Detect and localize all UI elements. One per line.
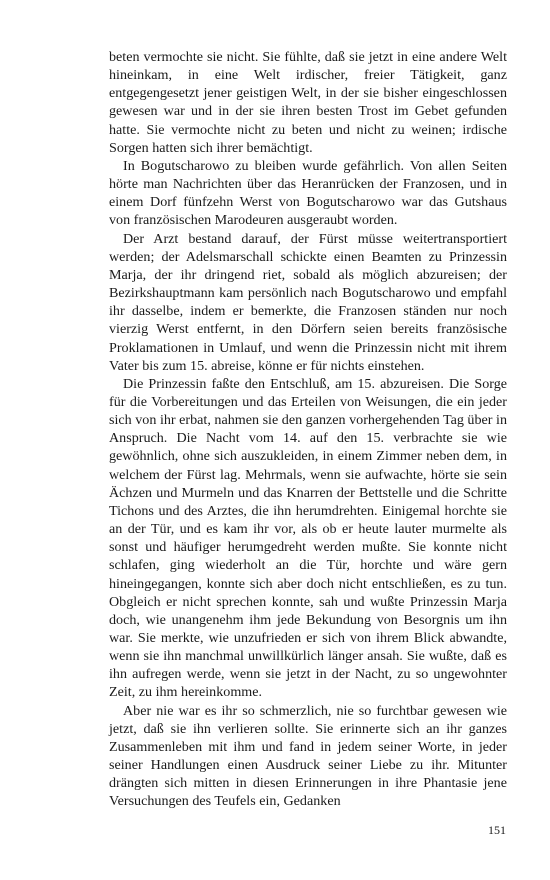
paragraph: Aber nie war es ihr so schmerzlich, nie so furchtbar gewesen wie jetzt, daß sie ihn verlieren sollte. Sie erinnerte sich an ihr ganzes Zusammenleben mit ihm und fand in jedem seiner Worte, in jeder seiner Handlungen einen Ausdruck seiner Liebe zu ihr. Mitunter drängten sich mitten in diesen Erinnerungen in ihre Phantasie jene Versuchungen des Teufels ein, Gedanken: [109, 702, 507, 810]
paragraph: In Bogutscharowo zu bleiben wurde gefährlich. Von allen Seiten hörte man Nachrichten über das Heranrücken der Franzosen, und in einem Dorf fünfzehn Werst von Bogutscharowo war das Gutshaus von französischen Marodeuren ausgeraubt worden.: [109, 157, 507, 229]
page-number: 151: [488, 823, 506, 837]
book-page-body: [109, 48, 507, 811]
paragraph: Der Arzt bestand darauf, der Fürst müsse weitertransportiert werden; der Adelsmarschall schickte einen Beamten zu Prinzessin Marja, der ihr dringend riet, sobald als möglich abzureisen; der Bezirkshauptmann kam persönlich nach Bogutscharowo und empfahl ihr dasselbe, indem er bemerkte, die Franzosen ständen nur noch vierzig Werst entfernt, in den Dörfern seien bereits französische Proklamationen in Umlauf, und wenn die Prinzessin nicht mit ihrem Vater bis zum 15. abreise, könne er für nichts einstehen.: [109, 230, 507, 374]
paragraph-continued: beten vermochte sie nicht. Sie fühlte, daß sie jetzt in eine andere Welt hineinkam, in eine Welt irdischer, freier Tätigkeit, ganz entgegengesetzt jener geistigen Welt, in der sie bisher eingeschlossen gewesen war und in der sie ihren besten Trost im Gebet gefunden hatte. Sie vermochte nicht zu beten und nicht zu weinen; irdische Sorgen hatten sich ihrer bemächtigt.: [109, 49, 507, 156]
paragraph: Die Prinzessin faßte den Entschluß, am 15. abzureisen. Die Sorge für die Vorbereitungen und das Erteilen von Weisungen, die ein jeder sich von ihr erbat, nahmen sie den ganzen vorhergehenden Tag über in Anspruch. Die Nacht vom 14. auf den 15. verbrachte sie wie gewöhnlich, ohne sich auszukleiden, in einem Zimmer neben dem, in welchem der Fürst lag. Mehrmals, wenn sie aufwachte, hörte sie sein Ächzen und Murmeln und das Knarren der Bettstelle und die Schritte Tichons und des Arztes, die ihn herumdrehten. Einigemal horchte sie an der Tür, und es kam ihr vor, als ob er heute lauter murmelte als sonst und häufiger herumgedreht werden mußte. Sie konnte nicht schlafen, ging wiederholt an die Tür, horchte und wäre gern hineingegangen, konnte sich aber doch nicht entschließen, es zu tun. Obgleich er nicht sprechen konnte, sah und wußte Prinzessin Marja doch, wie unangenehm ihm jede Bekundung von Besorgnis um ihn war. Sie merkte, wie unzufrieden er sich von ihrem Blick abwandte, wenn sie ihn manchmal unwillkürlich länger ansah. Sie wußte, daß es ihn aufregen werde, wenn sie jetzt in der Nacht, zu so ungewohnter Zeit, zu ihm hereinkomme.: [109, 375, 507, 701]
